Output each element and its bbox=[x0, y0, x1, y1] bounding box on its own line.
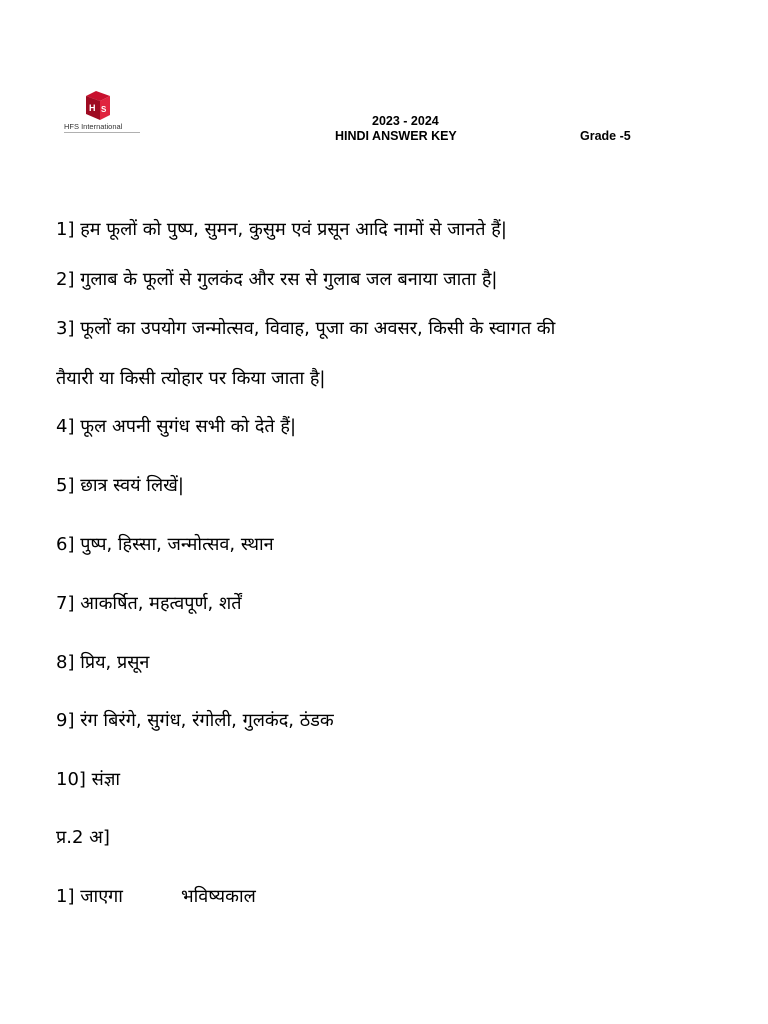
answer-line: 6] पुष्प, हिस्सा, जन्मोत्सव, स्थान bbox=[56, 534, 274, 555]
answer-line: तैयारी या किसी त्योहार पर किया जाता है| bbox=[56, 368, 326, 389]
hfs-logo bbox=[60, 88, 150, 140]
logo-tagline-rule bbox=[64, 132, 140, 135]
verb-form: 1] जाएगा bbox=[56, 886, 123, 907]
answer-line: 9] रंग बिरंगे, सुगंध, रंगोली, गुलकंद, ठंडक bbox=[56, 710, 334, 731]
answer-line-tense bbox=[56, 885, 256, 909]
section-heading: प्र.2 अ] bbox=[56, 827, 110, 848]
academic-year: 2023 - 2024 bbox=[372, 114, 439, 128]
hfs-logo-icon bbox=[80, 90, 116, 122]
answer-line: 10] संज्ञा bbox=[56, 769, 121, 790]
answer-line: 7] आकर्षित, महत्वपूर्ण, शर्तें bbox=[56, 593, 242, 614]
answer-line: 1] हम फूलों को पुष्प, सुमन, कुसुम एवं प्रसून आदि नामों से जानते हैं| bbox=[56, 219, 507, 240]
answer-line: 3] फूलों का उपयोग जन्मोत्सव, विवाह, पूजा का अवसर, किसी के स्वागत की bbox=[56, 318, 556, 339]
logo-org-name: HFS International bbox=[64, 122, 123, 131]
svg-text:H: H bbox=[89, 103, 96, 113]
answer-line: 5] छात्र स्वयं लिखें| bbox=[56, 475, 184, 496]
grade-label: Grade -5 bbox=[580, 129, 631, 143]
page-title: HINDI ANSWER KEY bbox=[335, 129, 457, 143]
answer-line: 2] गुलाब के फूलों से गुलकंद और रस से गुलाब जल बनाया जाता है| bbox=[56, 269, 498, 290]
answer-line: 4] फूल अपनी सुगंध सभी को देते हैं| bbox=[56, 416, 297, 437]
answer-line: 8] प्रिय, प्रसून bbox=[56, 652, 150, 673]
tense-name: भविष्यकाल bbox=[180, 886, 256, 907]
svg-text:S: S bbox=[101, 105, 107, 114]
